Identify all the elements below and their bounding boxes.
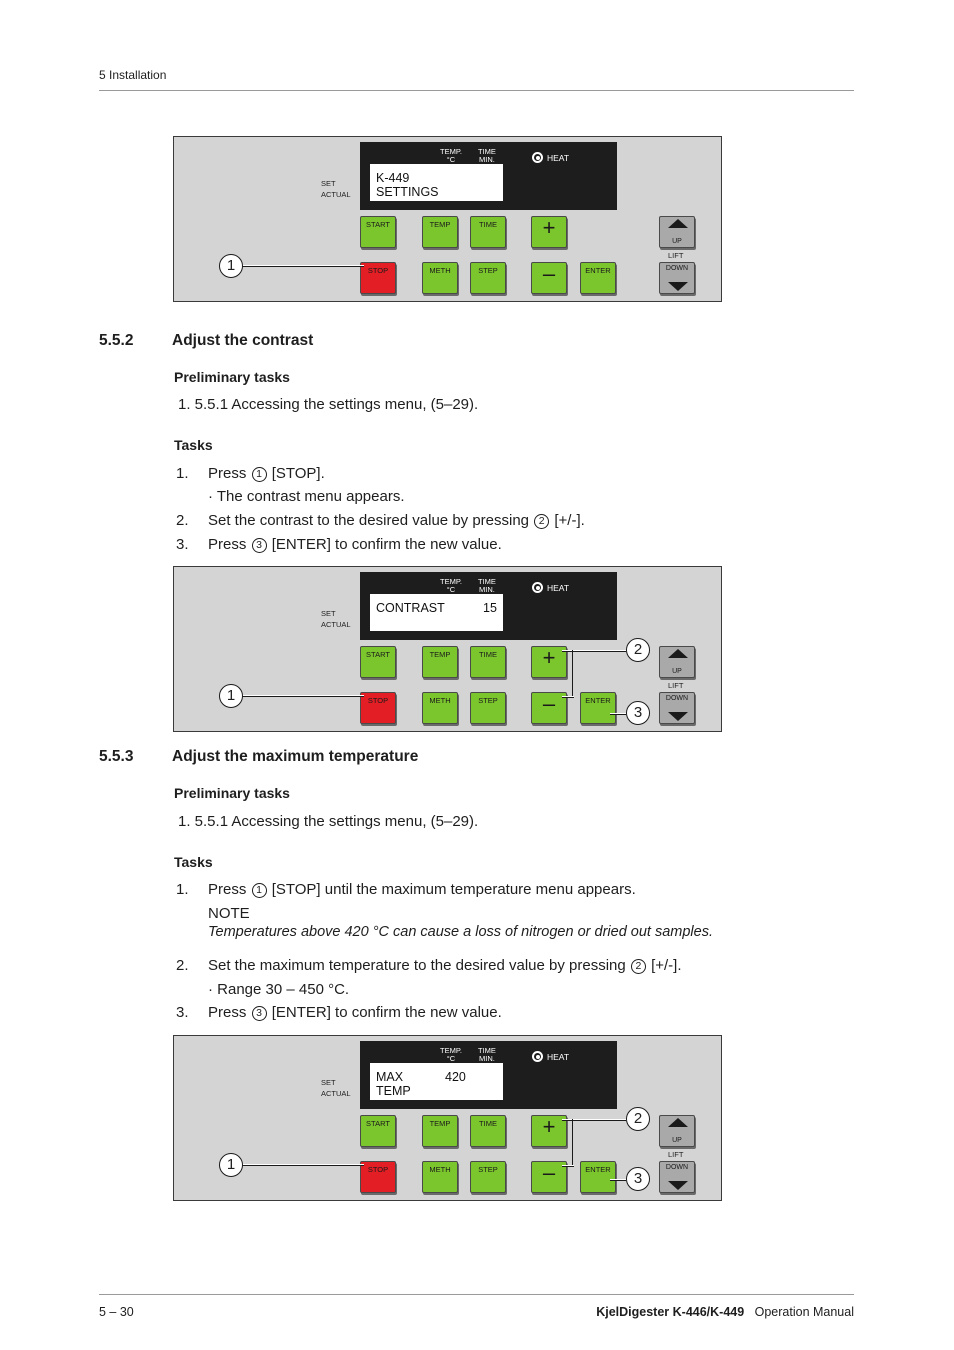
tasks-heading: Tasks (174, 437, 213, 453)
callout-leader (562, 696, 574, 698)
callout-2: 2 (626, 638, 650, 662)
set-label: SET (321, 179, 336, 188)
time-column-label: TIME MIN. (478, 577, 496, 594)
lift-down-button[interactable]: DOWN (659, 262, 695, 294)
arrow-down-icon (668, 712, 688, 721)
stop-button[interactable]: STOP (360, 1161, 396, 1193)
task-step-number: 2. (176, 512, 189, 529)
set-label: SET (321, 609, 336, 618)
callout-leader (242, 265, 364, 267)
circled-number-icon: 2 (534, 514, 549, 529)
enter-button[interactable]: ENTER (580, 1161, 616, 1193)
temp-button[interactable]: TEMP (422, 216, 458, 248)
task-step-1: Press 1 [STOP]. (208, 465, 325, 482)
tasks-heading: Tasks (174, 854, 213, 870)
temp-column-label: TEMP. °C (440, 1046, 462, 1063)
temp-button[interactable]: TEMP (422, 646, 458, 678)
meth-button[interactable]: METH (422, 1161, 458, 1193)
panel-display (360, 142, 617, 210)
step-button[interactable]: STEP (470, 262, 506, 294)
arrow-up-icon (668, 1118, 688, 1127)
task-step-3: Press 3 [ENTER] to confirm the new value. (208, 536, 502, 553)
task-step-1: Press 1 [STOP] until the maximum temperature menu appears. (208, 881, 636, 898)
task-step-number: 1. (176, 881, 189, 898)
task-step-number: 2. (176, 957, 189, 974)
set-label: SET (321, 1078, 336, 1087)
time-column-label: TIME MIN. (478, 147, 496, 164)
heat-led-icon (532, 582, 543, 593)
lcd-screen (370, 1063, 503, 1100)
callout-1: 1 (219, 684, 243, 708)
circled-number-icon: 2 (631, 959, 646, 974)
plus-button[interactable]: + (531, 216, 567, 248)
temp-column-label: TEMP. °C (440, 147, 462, 164)
heat-indicator: HEAT (532, 152, 569, 163)
lift-down-button[interactable]: DOWN (659, 1161, 695, 1193)
lcd-value: 420 (445, 1070, 466, 1084)
callout-3: 3 (626, 701, 650, 725)
actual-label: ACTUAL (321, 190, 351, 199)
note-text: Temperatures above 420 °C can cause a loss of nitrogen or dried out samples. (208, 924, 713, 940)
lcd-value: 15 (483, 601, 497, 615)
task-step-number: 3. (176, 536, 189, 553)
actual-label: ACTUAL (321, 1089, 351, 1098)
actual-label: ACTUAL (321, 620, 351, 629)
section-heading-5-5-3: 5.5.3 Adjust the maximum temperature (99, 748, 419, 765)
lcd-line-1: MAX (376, 1070, 404, 1084)
heat-led-icon (532, 1051, 543, 1062)
callout-1: 1 (219, 1153, 243, 1177)
callout-leader (242, 1164, 364, 1166)
lift-up-button[interactable]: UP (659, 646, 695, 678)
time-button[interactable]: TIME (470, 216, 506, 248)
task-step-3: Press 3 [ENTER] to confirm the new value. (208, 1004, 502, 1021)
task-step-2: Set the maximum temperature to the desired value by pressing 2 [+/-]. (208, 957, 682, 974)
section-heading-5-5-2: 5.5.2 Adjust the contrast (99, 332, 314, 349)
minus-button[interactable]: – (531, 692, 567, 724)
task-step-2-range: · Range 30 – 450 °C. (208, 981, 350, 998)
minus-button[interactable]: – (531, 1161, 567, 1193)
circled-number-icon: 3 (252, 1006, 267, 1021)
lcd-screen (370, 594, 503, 631)
stop-button[interactable]: STOP (360, 262, 396, 294)
callout-leader (572, 650, 573, 697)
minus-button[interactable]: – (531, 262, 567, 294)
footer-title: KjelDigester K-446/K-449 Operation Manual (596, 1305, 854, 1319)
control-panel-settings (173, 136, 722, 302)
arrow-down-icon (668, 282, 688, 291)
callout-leader (572, 1119, 573, 1166)
arrow-up-icon (668, 219, 688, 228)
start-button[interactable]: START (360, 1115, 396, 1147)
temp-column-label: TEMP. °C (440, 577, 462, 594)
stop-button[interactable]: STOP (360, 692, 396, 724)
circled-number-icon: 1 (252, 467, 267, 482)
lcd-line-1: CONTRAST (376, 601, 445, 615)
start-button[interactable]: START (360, 646, 396, 678)
lift-up-button[interactable]: UP (659, 216, 695, 248)
task-step-number: 3. (176, 1004, 189, 1021)
preliminary-tasks-heading: Preliminary tasks (174, 785, 290, 801)
meth-button[interactable]: METH (422, 262, 458, 294)
lcd-line-1: K-449 (376, 171, 410, 185)
panel-display (360, 572, 617, 640)
page-number: 5 – 30 (99, 1305, 134, 1319)
callout-3: 3 (626, 1167, 650, 1191)
lift-label: LIFT (668, 1150, 684, 1159)
lift-down-button[interactable]: DOWN (659, 692, 695, 724)
preliminary-task-item: 1. 5.5.1 Accessing the settings menu, (5–29). (178, 396, 479, 413)
control-panel-contrast (173, 566, 722, 732)
meth-button[interactable]: METH (422, 692, 458, 724)
time-button[interactable]: TIME (470, 646, 506, 678)
enter-button[interactable]: ENTER (580, 262, 616, 294)
temp-button[interactable]: TEMP (422, 1115, 458, 1147)
enter-button[interactable]: ENTER (580, 692, 616, 724)
footer-divider (99, 1294, 854, 1295)
callout-leader (610, 1179, 626, 1181)
heat-indicator: HEAT (532, 582, 569, 593)
note-label: NOTE (208, 905, 250, 922)
callout-leader (562, 1165, 574, 1167)
lift-label: LIFT (668, 681, 684, 690)
task-step-number: 1. (176, 465, 189, 482)
control-panel-max-temp (173, 1035, 722, 1201)
plus-button[interactable]: + (531, 646, 567, 678)
lift-up-button[interactable]: UP (659, 1115, 695, 1147)
callout-1: 1 (219, 254, 243, 278)
arrow-down-icon (668, 1181, 688, 1190)
preliminary-task-item: 1. 5.5.1 Accessing the settings menu, (5–29). (178, 813, 479, 830)
lcd-line-2: TEMP (376, 1084, 411, 1098)
lcd-line-2: SETTINGS (376, 185, 439, 199)
start-button[interactable]: START (360, 216, 396, 248)
panel-display (360, 1041, 617, 1109)
arrow-up-icon (668, 649, 688, 658)
task-step-2: Set the contrast to the desired value by pressing 2 [+/-]. (208, 512, 585, 529)
time-column-label: TIME MIN. (478, 1046, 496, 1063)
lift-label: LIFT (668, 251, 684, 260)
callout-leader (242, 695, 364, 697)
callout-leader (610, 713, 626, 715)
plus-button[interactable]: + (531, 1115, 567, 1147)
preliminary-tasks-heading: Preliminary tasks (174, 369, 290, 385)
callout-2: 2 (626, 1107, 650, 1131)
step-button[interactable]: STEP (470, 1161, 506, 1193)
lcd-screen (370, 164, 503, 201)
heat-indicator: HEAT (532, 1051, 569, 1062)
step-button[interactable]: STEP (470, 692, 506, 724)
circled-number-icon: 1 (252, 883, 267, 898)
heat-led-icon (532, 152, 543, 163)
running-header: 5 Installation (99, 68, 167, 82)
circled-number-icon: 3 (252, 538, 267, 553)
header-divider (99, 90, 854, 91)
task-step-1-result: · The contrast menu appears. (208, 488, 405, 505)
time-button[interactable]: TIME (470, 1115, 506, 1147)
